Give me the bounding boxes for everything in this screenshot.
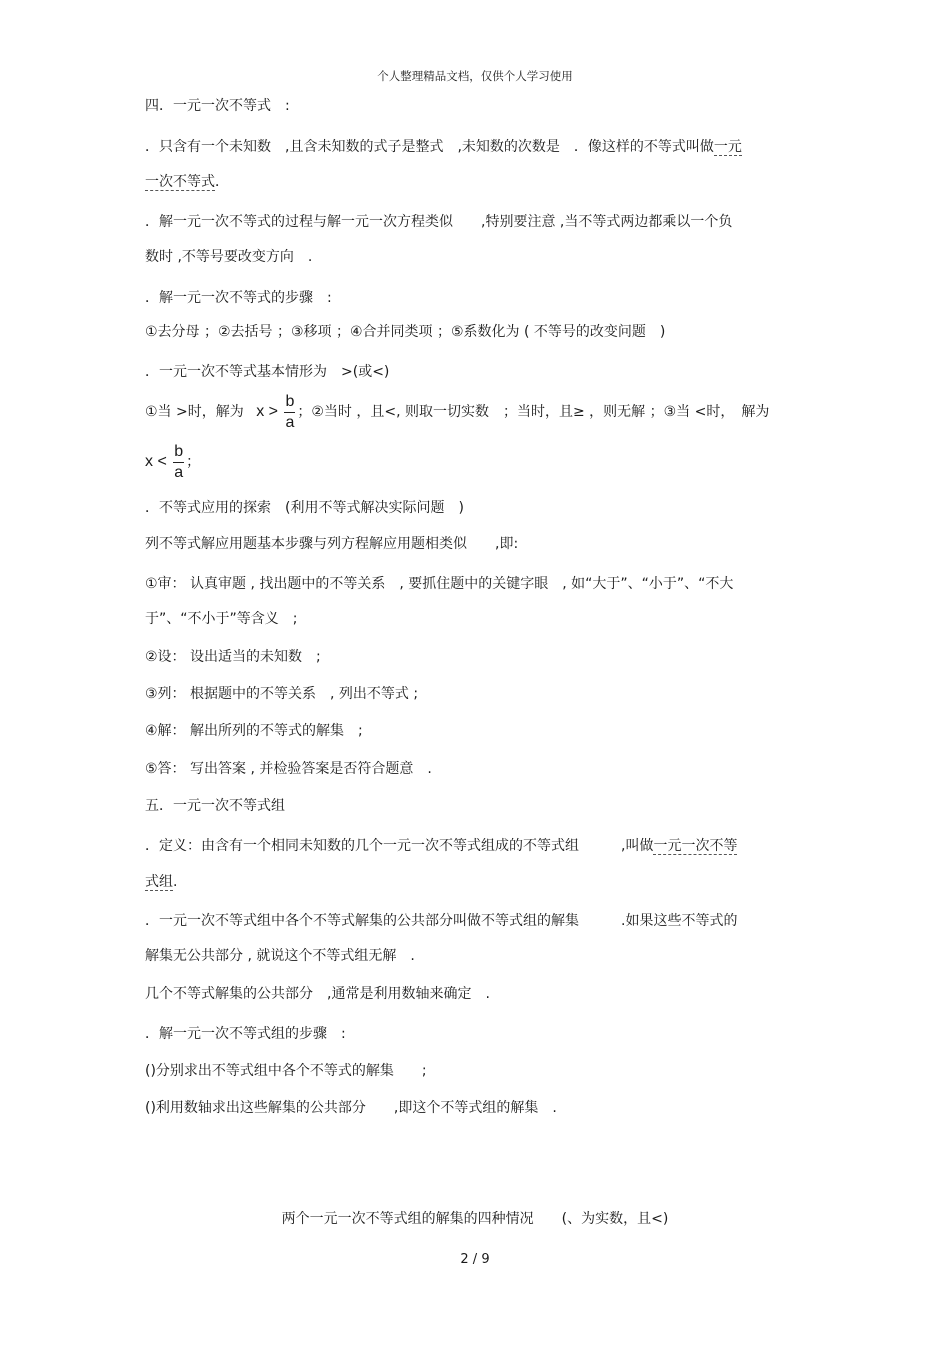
paragraph: 几个不等式解集的公共部分 ,通常是利用数轴来确定 .: [145, 986, 490, 1002]
solution-cases-cont: x < $\frac{b}{a}$ ；: [145, 442, 201, 481]
term-underlined: 式组: [145, 874, 173, 890]
paragraph: 于”、“不小于”等含义 ;: [145, 611, 298, 627]
paragraph: ()分别求出不等式组中各个不等式的解集 ;: [145, 1063, 427, 1079]
term-underlined: 一元一次不等: [653, 838, 738, 854]
paragraph: ⑤答： 写出答案 , 并检验答案是否符合题意 .: [145, 761, 432, 777]
paragraph: ．一元一次不等式组中各个不等式解集的公共部分叫做不等式组的解集 .如果这些不等式的: [145, 913, 738, 929]
paragraph: 解集无公共部分 , 就说这个不等式组无解 .: [145, 948, 415, 964]
table-caption: 两个一元一次不等式组的解集的四种情况 (、为实数，且<): [281, 1211, 669, 1227]
paragraph: ③列： 根据题中的不等关系 , 列出不等式 ;: [145, 686, 419, 702]
variable-x: x: [256, 403, 265, 420]
section-5-title: 五．一元一次不等式组: [145, 798, 285, 814]
paragraph: 数时 ,不等号要改变方向 .: [145, 249, 313, 265]
solution-cases: ①当 >时，解为 x > $\frac{b}{a}$ ；②当时 ，且<, 则取一切实数 ；当时，且≥ ，则无解 ；③当 <时， 解为: [145, 392, 770, 431]
paragraph: ④解： 解出所列的不等式的解集 ;: [145, 723, 363, 739]
paragraph: ．解一元一次不等式组的步骤 :: [145, 1026, 346, 1042]
paragraph: ②设： 设出适当的未知数 ;: [145, 649, 321, 665]
less-than-sign: <: [157, 453, 167, 470]
paragraph: ．只含有一个未知数 ,且含未知数的式子是整式 ,未知数的次数是 ．像这样的不等式叫做一元: [145, 139, 742, 155]
paragraph: ．定义：由含有一个相同未知数的几个一元一次不等式组成的不等式组 ,叫做一元一次不等: [145, 838, 738, 854]
paragraph: 式组.: [145, 874, 178, 890]
fraction-b-over-a: $\frac{b}{a}$: [285, 392, 295, 431]
paragraph: ．解一元一次不等式的过程与解一元一次方程类似 ,特别要注意 ,当不等式两边都乘以一个负: [145, 214, 733, 230]
section-4-title: 四．一元一次不等式 :: [145, 98, 290, 114]
paragraph: 列不等式解应用题基本步骤与列方程解应用题相类似 ,即:: [145, 536, 519, 552]
term-underlined: 一元: [713, 139, 742, 155]
variable-x: x: [145, 453, 153, 470]
paragraph: ．解一元一次不等式的步骤 :: [145, 290, 332, 306]
fraction-b-over-a: $\frac{b}{a}$: [174, 442, 184, 481]
paragraph: ()利用数轴求出这些解集的公共部分 ,即这个不等式组的解集 .: [145, 1100, 557, 1116]
page-header: 个人整理精品文档，仅供个人学习使用: [377, 69, 573, 83]
paragraph: ①审： 认真审题 , 找出题中的不等关系 , 要抓住题中的关键字眼 , 如“大于”、“小于”、“不大: [145, 576, 734, 592]
term-underlined: 一次不等式: [145, 174, 215, 190]
paragraph: ．不等式应用的探索 (利用不等式解决实际问题 ): [145, 500, 464, 516]
greater-than-sign: >: [268, 403, 278, 420]
step-list: ①去分母 ；②去括号 ；③移项 ；④合并同类项 ；⑤系数化为 ( 不等号的改变问题 ): [145, 324, 666, 340]
page-number: 2 / 9: [460, 1252, 490, 1267]
paragraph: 一次不等式．: [145, 174, 229, 190]
paragraph: ．一元一次不等式基本情形为 >(或<): [145, 364, 390, 380]
